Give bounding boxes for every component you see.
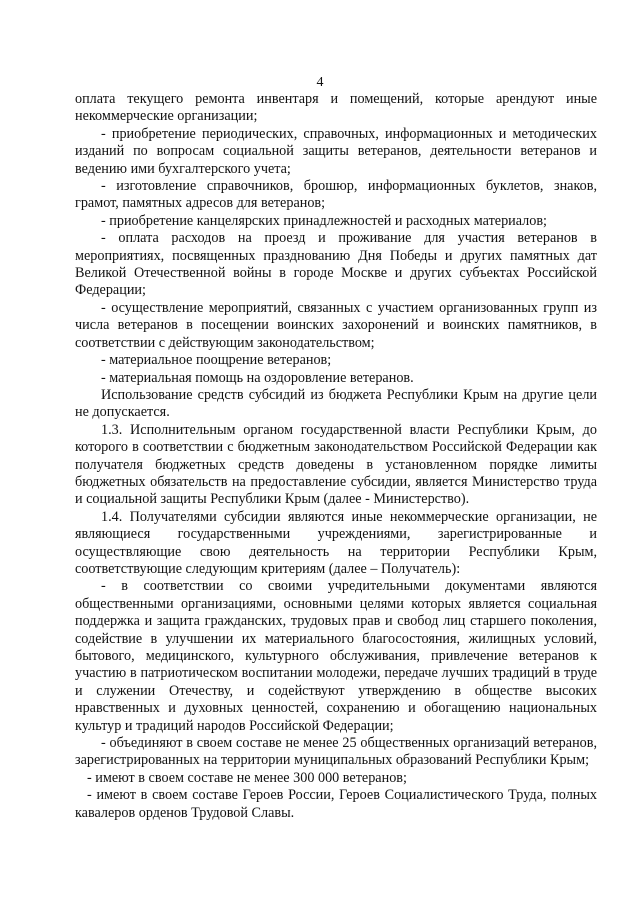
- paragraph-criterion-heroes: - имеют в своем составе Героев России, Героев Социалистического Труда, полных кавалеров орденов Трудовой Славы.: [75, 787, 597, 821]
- page-number: 4: [316, 75, 324, 90]
- paragraph-section-1-4: 1.4. Получателями субсидии являются иные некоммерческие организации, не являющиеся государственными учреждениями, зарегистрированные и осуществляющие свою деятельность на территории Республики Крым, соответствующие следующим критериям (далее – Получатель):: [75, 508, 597, 577]
- paragraph-criterion-charter: - в соответствии со своими учредительными документами являются общественными организациями, основными целями которых является социальная поддержка и защита гражданских, трудовых прав и свобод лиц старшего поколения, содействие в улучшении их материального благосостояния, жилищных условий, бытового, медицинского, культурного обслуживания, привлечение ветеранов к участию в патриотическом воспитании молодежи, передаче лучших традиций в труде и служении Отечеству, и содействуют утверждению в обществе высоких нравственных и духовных ценностей, сохранению и обогащению национальных культур и традиций народов Российской Федерации;: [75, 578, 597, 734]
- paragraph-criterion-membership: - имеют в своем составе не менее 300 000 ветеранов;: [87, 769, 407, 786]
- paragraph-travel-expenses: - оплата расходов на проезд и проживание для участия ветеранов в мероприятиях, посвященных празднованию Дня Победы и других памятных дат Великой Отечественной войны в городе Москве и других субъектах Российской Федерации;: [75, 230, 597, 299]
- paragraph-criterion-organizations: - объединяют в своем составе не менее 25 общественных организаций ветеранов, зарегистрированных на территории муниципальных образований Республики Крым;: [75, 735, 597, 769]
- paragraph-periodicals: - приобретение периодических, справочных, информационных и методических изданий по вопросам социальной защиты ветеранов, деятельности ветеранов и ведению ими бухгалтерского учета;: [75, 125, 597, 177]
- paragraph-usage-restriction: Использование средств субсидий из бюджета Республики Крым на другие цели не допускается.: [75, 386, 597, 421]
- paragraph-section-1-3: 1.3. Исполнительным органом государственной власти Республики Крым, до которого в соответствии с бюджетным законодательством Российской Федерации как получателя бюджетных средств доведены в установленном порядке лимиты бюджетных обязательств на предоставление субсидии, является Министерство труда и социальной защиты Республики Крым (далее - Министерство).: [75, 421, 597, 508]
- document-body: [75, 91, 597, 822]
- paragraph-veteran-rewards: - материальное поощрение ветеранов;: [101, 352, 332, 369]
- paragraph-memorial-visits: - осуществление мероприятий, связанных с участием организованных групп из числа ветеранов в посещении воинских захоронений и воинских памятников, в соответствии с действующим законодательством;: [75, 299, 597, 351]
- paragraph-office-supplies: - приобретение канцелярских принадлежностей и расходных материалов;: [101, 212, 547, 229]
- paragraph-health-assistance: - материальная помощь на оздоровление ветеранов.: [101, 369, 414, 386]
- paragraph-brochures: - изготовление справочников, брошюр, информационных буклетов, знаков, грамот, памятных адресов для ветеранов;: [75, 178, 597, 212]
- paragraph-rent-payment: оплата текущего ремонта инвентаря и помещений, которые арендуют иные некоммерческие организации;: [75, 91, 597, 125]
